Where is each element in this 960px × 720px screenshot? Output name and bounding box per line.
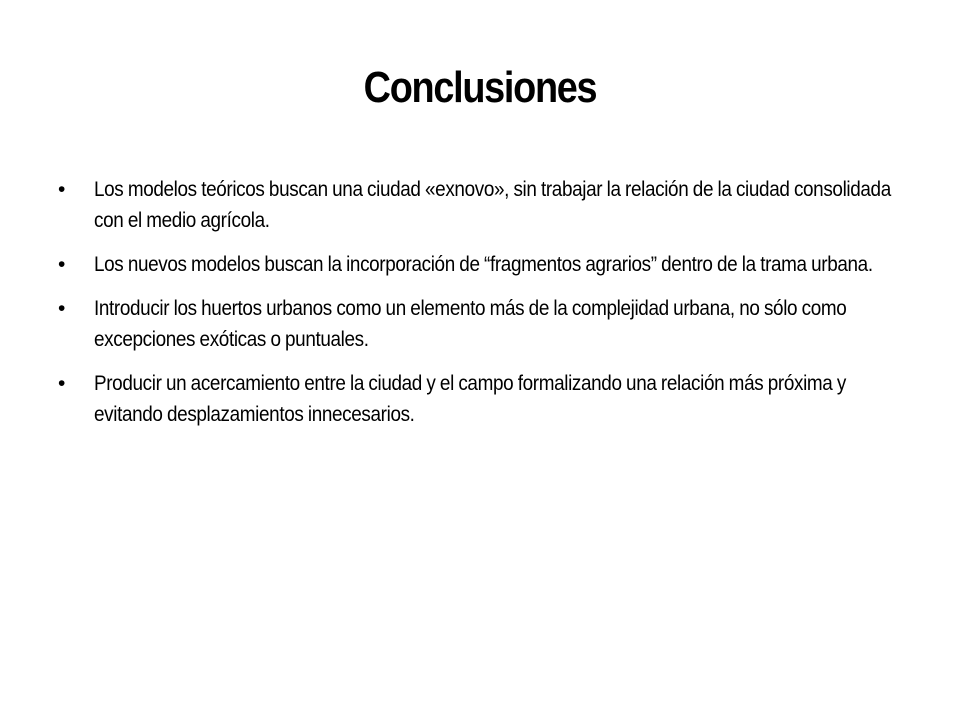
bullet-icon: • <box>58 372 65 395</box>
bullet-icon: • <box>58 297 65 320</box>
bullet-icon: • <box>58 253 65 276</box>
slide-title: Conclusiones <box>363 63 597 112</box>
bullet-item <box>58 174 908 236</box>
bullet-list <box>58 174 908 443</box>
bullet-text: Los modelos teóricos buscan una ciudad «exnovo», sin trabajar la relación de la ciudad consolidada con el medio agrícola. <box>94 178 891 232</box>
bullet-text: Introducir los huertos urbanos como un elemento más de la complejidad urbana, no sólo como excepciones exóticas o puntuales. <box>94 297 847 351</box>
bullet-text: Los nuevos modelos buscan la incorporación de “fragmentos agrarios” dentro de la trama urbana. <box>94 253 873 276</box>
bullet-text: Producir un acercamiento entre la ciudad y el campo formalizando una relación más próxima y evitando desplazamientos innecesarios. <box>94 372 846 426</box>
bullet-item <box>58 368 908 430</box>
bullet-icon: • <box>58 178 65 201</box>
bullet-item <box>58 249 908 280</box>
bullet-item <box>58 293 908 355</box>
